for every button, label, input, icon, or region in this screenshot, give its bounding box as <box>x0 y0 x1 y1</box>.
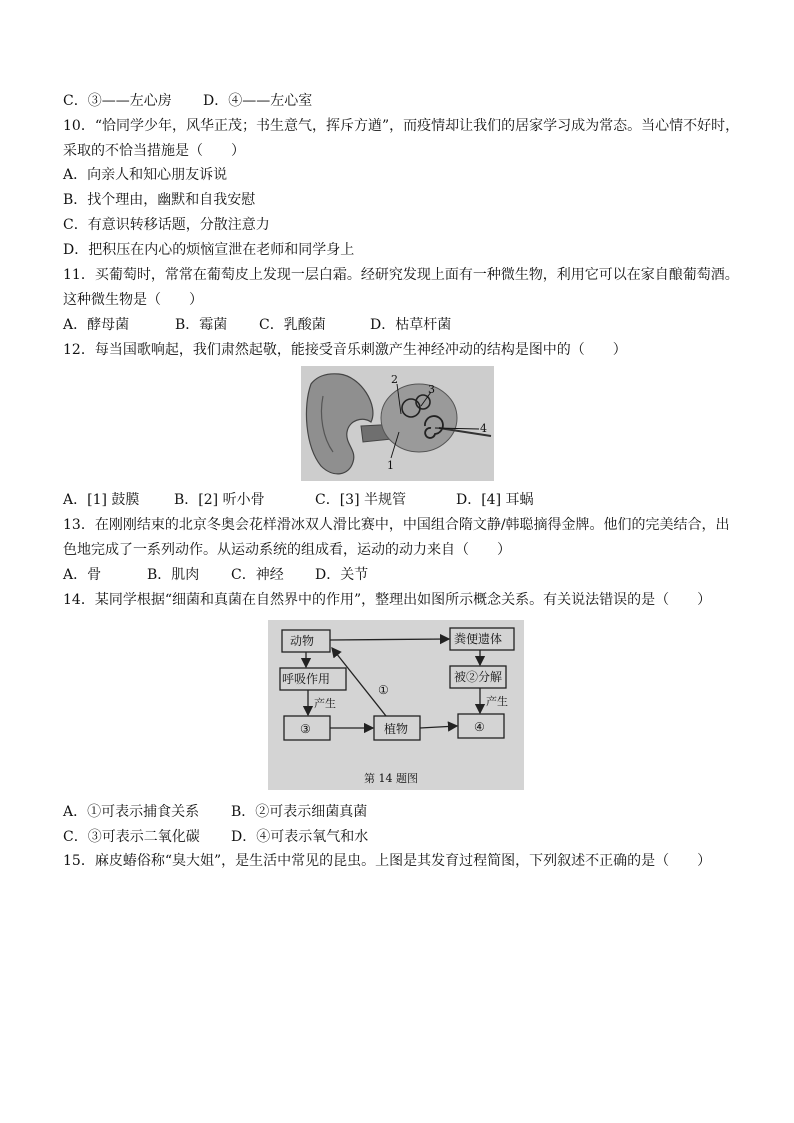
q14-option-a: A．①可表示捕食关系 <box>63 804 200 820</box>
q13-stem-line2: 色地完成了一系列动作。从运动系统的组成看，运动的动力来自（ ） <box>63 542 511 558</box>
label-box-4: ④ <box>474 720 485 734</box>
q13-stem-line1: 13．在刚刚结束的北京冬奥会花样滑冰双人滑比赛中，中国组合隋文静/韩聪摘得金牌。他们的完美结合，出 <box>63 517 730 533</box>
q9-option-c: C．③——左心房 <box>63 93 172 109</box>
q14-options-row2 <box>63 828 368 846</box>
q13-option-a: A．骨 <box>63 567 102 583</box>
q9-option-d: D．④——左心室 <box>203 93 313 109</box>
q11-option-c: C．乳酸菌 <box>259 317 326 333</box>
q14-option-c: C．③可表示二氧化碳 <box>63 829 200 845</box>
ear-label-1: 1 <box>387 459 394 472</box>
ear-anatomy-svg <box>301 366 494 481</box>
q11-option-d: D．枯草杆菌 <box>370 317 452 333</box>
q10-option-d: D．把积压在内心的烦恼宣泄在老师和同学身上 <box>63 242 355 258</box>
q14-options-row1 <box>63 803 367 821</box>
concept-diagram <box>268 620 524 790</box>
ear-label-3: 3 <box>428 383 435 396</box>
q11-option-b: B．霉菌 <box>175 317 228 333</box>
q14-stem: 14．某同学根据“细菌和真菌在自然界中的作用”，整理出如图所示概念关系。有关说法错误的是（ ） <box>63 592 712 608</box>
q13-option-c: C．神经 <box>231 567 284 583</box>
label-plant: 植物 <box>384 722 409 736</box>
label-respiration: 呼吸作用 <box>282 672 331 686</box>
q11-stem-line1: 11．买葡萄时，常常在葡萄皮上发现一层白霜。经研究发现上面有一种微生物，利用它可以在家自酿葡萄酒。 <box>63 267 739 283</box>
q10-option-a: A．向亲人和知心朋友诉说 <box>63 167 228 183</box>
diagram-caption: 第 14 题图 <box>364 772 418 785</box>
q14-option-b: B．②可表示细菌真菌 <box>231 804 368 820</box>
q12-stem: 12．每当国歌响起，我们肃然起敬，能接受音乐刺激产生神经冲动的结构是图中的（ ） <box>63 342 627 358</box>
q11-stem-line2: 这种微生物是（ ） <box>63 292 203 308</box>
label-produce-left: 产生 <box>314 697 336 710</box>
q13-option-b: B．肌肉 <box>147 567 200 583</box>
q12-option-b: B．[2] 听小骨 <box>174 492 265 508</box>
q13-options <box>63 566 368 584</box>
q12-option-d: D．[4] 耳蜗 <box>456 492 534 508</box>
q12-options <box>63 491 534 509</box>
label-decompose: 被②分解 <box>454 670 503 684</box>
label-circle-1: ① <box>378 683 389 697</box>
label-feces: 粪便遗体 <box>454 632 503 646</box>
q11-option-a: A．酵母菌 <box>63 317 130 333</box>
q10-option-b: B．找个理由，幽默和自我安慰 <box>63 192 256 208</box>
q15-stem: 15．麻皮蝽俗称“臭大姐”，是生活中常见的昆虫。上图是其发育过程简图，下列叙述不正确的是（ ） <box>63 853 712 869</box>
ear-anatomy-figure <box>301 366 494 481</box>
q10-stem-line1: 10．“恰同学少年，风华正茂；书生意气，挥斥方遒”，而疫情却让我们的居家学习成为常态。当心情不好时， <box>63 118 740 134</box>
q14-option-d: D．④可表示氧气和水 <box>231 829 369 845</box>
label-produce-right: 产生 <box>486 695 508 708</box>
label-box-3: ③ <box>300 722 311 736</box>
label-animal: 动物 <box>290 634 315 648</box>
concept-diagram-svg <box>268 620 524 790</box>
q10-stem-line2: 采取的不恰当措施是（ ） <box>63 143 245 159</box>
ear-label-4: 4 <box>480 422 487 435</box>
ear-label-2: 2 <box>391 373 398 386</box>
q12-option-c: C．[3] 半规管 <box>315 492 406 508</box>
q10-option-c: C．有意识转移话题，分散注意力 <box>63 217 270 233</box>
q9-options <box>63 92 312 110</box>
q11-options <box>63 316 451 334</box>
q12-option-a: A．[1] 鼓膜 <box>63 492 140 508</box>
q13-option-d: D．关节 <box>315 567 369 583</box>
